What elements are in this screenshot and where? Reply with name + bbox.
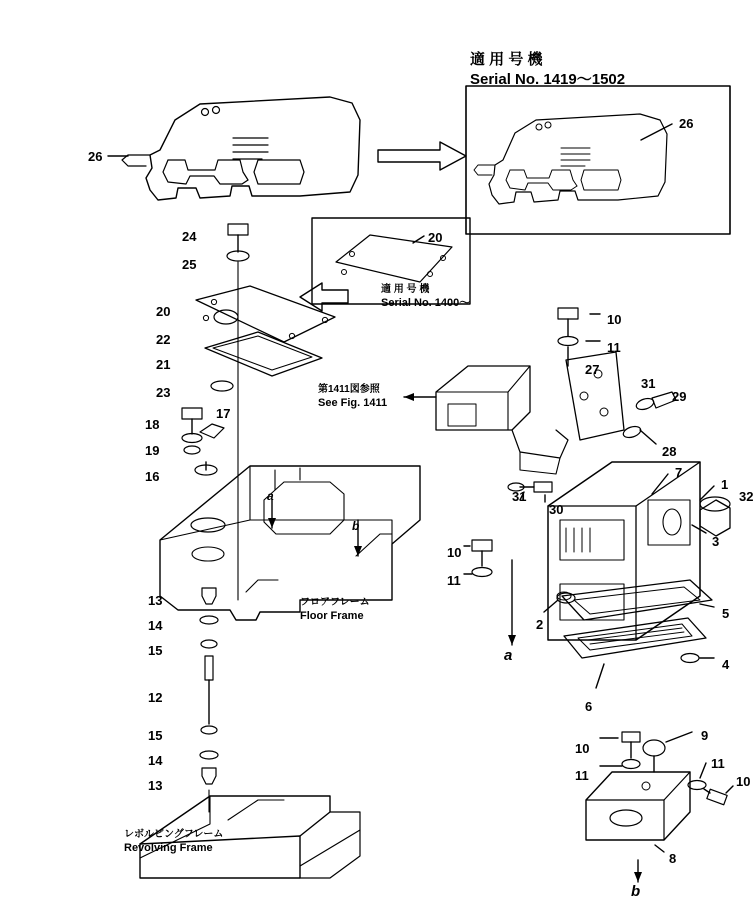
- inset-serial-jp-title: 適 用 号 機: [470, 51, 543, 68]
- callout-16: 16: [145, 469, 160, 484]
- revolving-frame-jp: レボルビングフレーム: [124, 829, 224, 840]
- callout-1: 1: [721, 477, 729, 492]
- callout-24: 24: [182, 229, 197, 244]
- callout-26-inset: 26: [679, 116, 694, 131]
- callout-9: 9: [701, 728, 709, 743]
- callout-14-upper: 14: [148, 618, 163, 633]
- floor-frame-jp: フロアフレーム: [300, 597, 370, 608]
- callout-5: 5: [722, 606, 730, 621]
- ref-fig-en: See Fig. 1411: [318, 397, 388, 409]
- callout-11-mid: 11: [447, 573, 461, 588]
- callout-7: 7: [675, 465, 683, 480]
- callout-18: 18: [145, 417, 160, 432]
- callout-10-bl: 10: [575, 741, 590, 756]
- callout-13-lower: 13: [148, 778, 163, 793]
- section-mark-a-plate: a: [267, 489, 274, 503]
- callout-11-br: 11: [711, 756, 725, 771]
- inset-serial-number: Serial No. 1419～1502: [470, 71, 626, 88]
- callout-25: 25: [182, 257, 197, 272]
- callout-20-inset: 20: [428, 230, 443, 245]
- callout-10-br: 10: [736, 774, 751, 789]
- callout-6: 6: [585, 699, 593, 714]
- callout-27: 27: [585, 362, 600, 377]
- callout-15-upper: 15: [148, 643, 163, 658]
- callout-2: 2: [536, 617, 544, 632]
- revolving-frame-en: Revolving Frame: [124, 842, 213, 854]
- inset2-serial-number: Serial No. 1400～: [381, 297, 471, 309]
- callout-19: 19: [145, 443, 160, 458]
- callout-22: 22: [156, 332, 171, 347]
- callout-21: 21: [156, 357, 171, 372]
- callout-20-cover: 20: [156, 304, 171, 319]
- callout-30: 30: [549, 502, 564, 517]
- callout-11-bl: 11: [575, 768, 589, 783]
- callout-10-mid: 10: [447, 545, 462, 560]
- callout-17: 17: [216, 406, 231, 421]
- section-mark-a-box: a: [504, 647, 513, 664]
- callout-4: 4: [722, 657, 730, 672]
- callout-13-upper: 13: [148, 593, 163, 608]
- callout-23: 23: [156, 385, 171, 400]
- callout-31-lower: 31: [512, 489, 527, 504]
- callout-31-upper: 31: [641, 376, 656, 391]
- callout-10-top: 10: [607, 312, 622, 327]
- callout-32: 32: [739, 489, 753, 504]
- callout-3: 3: [712, 534, 720, 549]
- callout-28: 28: [662, 444, 677, 459]
- section-mark-b-bracket: b: [631, 883, 641, 900]
- floor-frame-en: Floor Frame: [300, 610, 364, 622]
- callout-11-top: 11: [607, 340, 621, 355]
- callout-12: 12: [148, 690, 163, 705]
- ref-fig-jp: 第1411図参照: [318, 384, 380, 395]
- callout-29: 29: [672, 389, 687, 404]
- section-mark-b-plate: b: [352, 519, 360, 533]
- callout-8: 8: [669, 851, 677, 866]
- callout-26-left: 26: [88, 149, 103, 164]
- callout-15-lower: 15: [148, 728, 163, 743]
- inset2-serial-jp-title: 適 用 号 機: [381, 284, 430, 295]
- callout-14-lower: 14: [148, 753, 163, 768]
